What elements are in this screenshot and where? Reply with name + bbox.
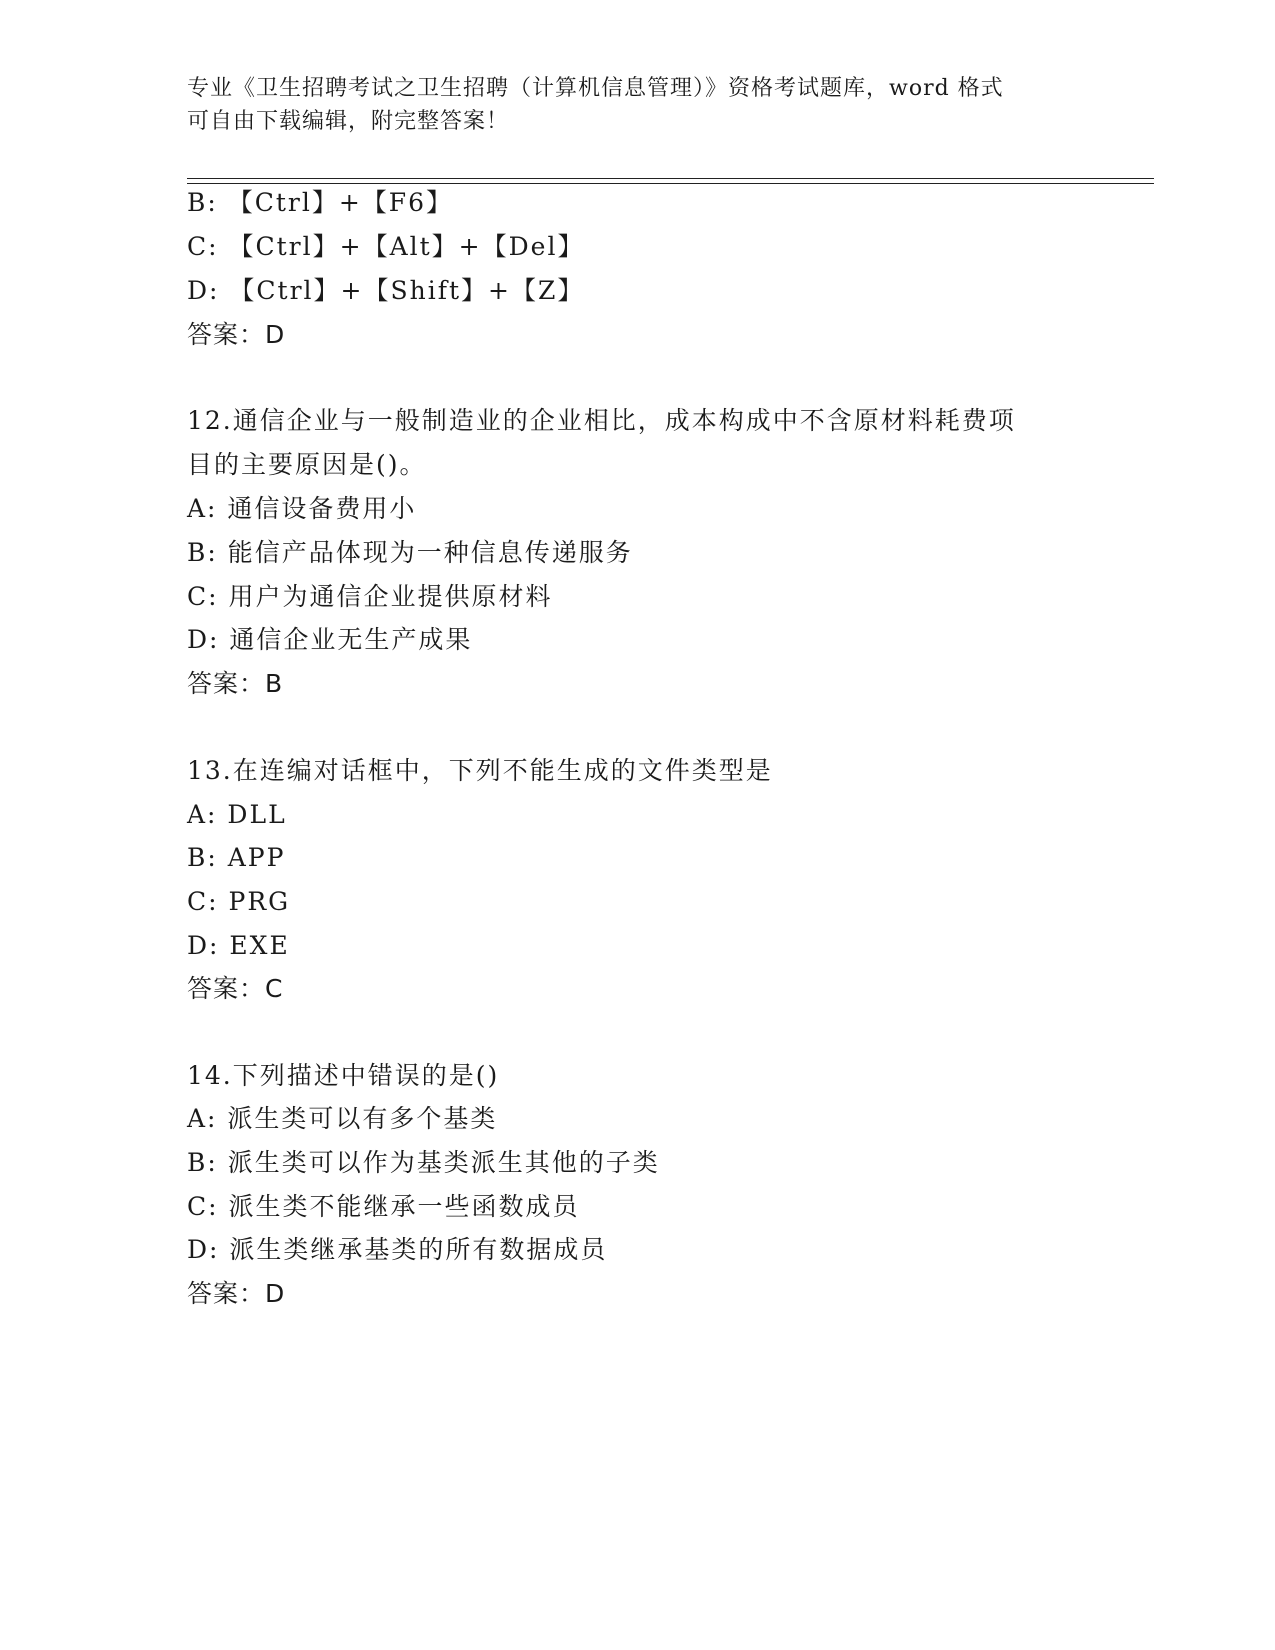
q13-answer: 答案：C (187, 974, 284, 1003)
header-line-1: 专业《卫生招聘考试之卫生招聘（计算机信息管理）》资格考试题库，word 格式 (187, 76, 1004, 101)
prev-answer: 答案：D (187, 320, 286, 349)
header-divider-top (187, 178, 1154, 179)
document-header (187, 72, 1087, 138)
q12-option-b: B: 能信产品体现为一种信息传递服务 (187, 538, 633, 567)
q13-stem: 13.在连编对话框中，下列不能生成的文件类型是 (187, 756, 773, 785)
q13-option-c: C: PRG (187, 887, 291, 916)
header-divider-bottom (187, 183, 1154, 184)
q12-option-a: A: 通信设备费用小 (187, 494, 417, 523)
q12-answer: 答案：B (187, 669, 284, 698)
q12-stem-line-1: 12.通信企业与一般制造业的企业相比，成本构成中不含原材料耗费项 (187, 406, 1016, 435)
q13-option-b: B: APP (187, 843, 286, 872)
q14-option-a: A: 派生类可以有多个基类 (187, 1104, 498, 1133)
q14-option-d: D: 派生类继承基类的所有数据成员 (187, 1235, 608, 1264)
prev-option-c: C: 【Ctrl】+【Alt】+【Del】 (187, 232, 585, 261)
q13-option-d: D: EXE (187, 931, 290, 960)
q14-answer: 答案：D (187, 1279, 286, 1308)
q13-option-a: A: DLL (187, 800, 287, 829)
q14-option-c: C: 派生类不能继承一些函数成员 (187, 1192, 580, 1221)
q12-stem-line-2: 目的主要原因是()。 (187, 450, 427, 479)
header-line-2: 可自由下载编辑，附完整答案！ (187, 109, 510, 134)
q12-option-d: D: 通信企业无生产成果 (187, 625, 473, 654)
prev-option-b: B: 【Ctrl】+【F6】 (187, 188, 454, 217)
q14-option-b: B: 派生类可以作为基类派生其他的子类 (187, 1148, 660, 1177)
q12-option-c: C: 用户为通信企业提供原材料 (187, 582, 553, 611)
q14-stem: 14.下列描述中错误的是() (187, 1061, 500, 1090)
prev-option-d: D: 【Ctrl】+【Shift】+【Z】 (187, 276, 585, 305)
